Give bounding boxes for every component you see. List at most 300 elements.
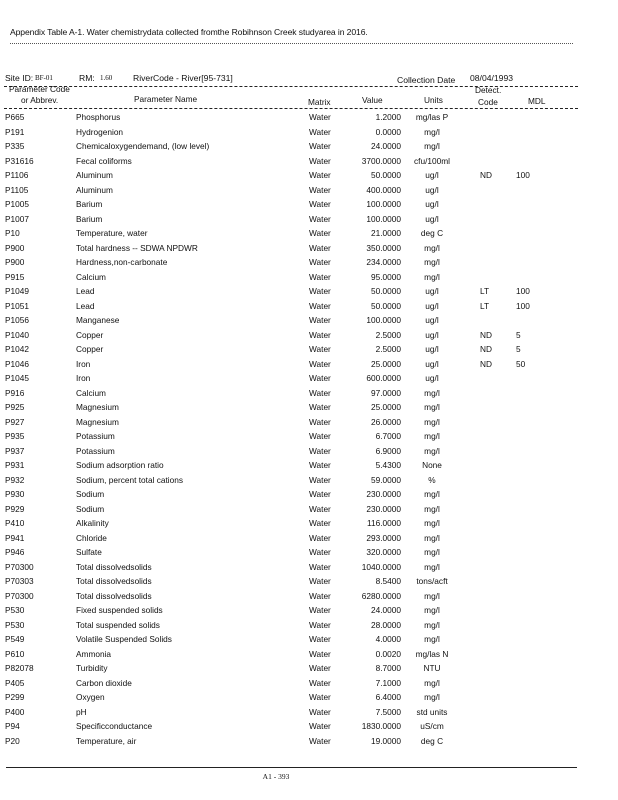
cell-name: Copper (76, 344, 104, 354)
site-info (0, 73, 618, 85)
cell-name: Phosphorus (76, 112, 121, 122)
cell-matrix: Water (309, 271, 331, 282)
cell-value: 26.0000 (371, 416, 401, 427)
rm-value: 1.60 (100, 74, 113, 82)
cell-name: Calcium (76, 271, 106, 282)
cell-units: mg/l (424, 619, 440, 630)
table-row (0, 110, 618, 125)
cell-matrix: Water (309, 460, 331, 470)
cell-value: 100.0000 (366, 213, 401, 224)
cell-name: Carbon dioxide (76, 677, 132, 688)
cell-matrix: Water (309, 141, 331, 151)
cell-units: mg/l (424, 402, 440, 412)
cell-detect: ND (480, 329, 492, 340)
cell-value: 600.0000 (366, 373, 401, 383)
cell-matrix: Water (309, 692, 331, 702)
cell-mdl: 5 (516, 344, 521, 354)
cell-name: Sodium (76, 503, 105, 514)
cell-code: P82078 (5, 663, 34, 673)
cell-value: 6.9000 (375, 445, 401, 456)
cell-name: Fixed suspended solids (76, 605, 163, 615)
table-row (0, 241, 618, 256)
site-id-label: Site ID: (5, 73, 34, 83)
table-row (0, 734, 618, 749)
table-row (0, 676, 618, 691)
cell-code: P530 (5, 619, 25, 630)
table-row (0, 632, 618, 647)
cell-name: Aluminum (76, 170, 113, 180)
header-matrix: Matrix (308, 97, 331, 107)
table-row (0, 284, 618, 299)
cell-name: Temperature, air (76, 735, 137, 746)
table-row (0, 560, 618, 575)
cell-units: mg/l (424, 561, 440, 572)
cell-code: P1007 (5, 213, 29, 224)
cell-units: ug/l (425, 170, 439, 180)
cell-units: mg/l (424, 242, 440, 253)
cell-matrix: Water (309, 387, 331, 398)
cell-matrix: Water (309, 286, 331, 296)
cell-units: mg/las N (415, 648, 449, 659)
header-units: Units (424, 95, 443, 105)
header-bottom-rule (4, 108, 578, 109)
cell-detect: ND (480, 358, 492, 369)
cell-value: 50.0000 (371, 170, 401, 180)
cell-name: Barium (76, 199, 103, 209)
cell-name: Total suspended solids (76, 619, 160, 630)
river-code: RiverCode - River[95-731] (133, 73, 233, 83)
cell-units: ug/l (425, 358, 439, 369)
table-row (0, 531, 618, 546)
cell-name: Magnesium (76, 402, 119, 412)
cell-mdl: 100 (516, 286, 530, 296)
cell-matrix: Water (309, 474, 331, 485)
table-row (0, 125, 618, 140)
cell-matrix: Water (309, 619, 331, 630)
cell-value: 4.0000 (375, 634, 401, 644)
cell-name: Aluminum (76, 184, 113, 195)
table-row (0, 270, 618, 285)
cell-value: 7.5000 (375, 706, 401, 717)
cell-matrix: Water (309, 199, 331, 209)
cell-units: mg/l (424, 692, 440, 702)
cell-code: P929 (5, 503, 25, 514)
page-footer (0, 772, 618, 781)
cell-value: 293.0000 (366, 532, 401, 543)
cell-units: mg/l (424, 416, 440, 427)
cell-code: P946 (5, 547, 25, 557)
cell-code: P70300 (5, 590, 34, 601)
cell-value: 50.0000 (371, 286, 401, 296)
table-row (0, 502, 618, 517)
table-row (0, 183, 618, 198)
cell-name: Total hardness -- SDWA NPDWR (76, 242, 198, 253)
cell-units: ug/l (425, 199, 439, 209)
cell-name: Specificconductance (76, 721, 153, 731)
cell-matrix: Water (309, 648, 331, 659)
table-row (0, 574, 618, 589)
cell-units: ug/l (425, 184, 439, 195)
header-detect: Detect. (475, 85, 502, 95)
cell-matrix: Water (309, 344, 331, 354)
cell-code: P925 (5, 402, 25, 412)
cell-name: Iron (76, 373, 91, 383)
cell-code: P10 (5, 228, 20, 238)
collection-date-value: 08/04/1993 (470, 73, 514, 83)
cell-units: None (422, 460, 442, 470)
cell-units: mg/l (424, 518, 440, 528)
header-code-abbrev: or Abbrev. (21, 95, 59, 105)
cell-units: mg/l (424, 445, 440, 456)
cell-matrix: Water (309, 373, 331, 383)
page-number: A1 - 393 (262, 772, 290, 781)
cell-code: P1005 (5, 199, 29, 209)
cell-name: Potassium (76, 431, 115, 441)
cell-units: ug/l (425, 300, 439, 311)
cell-matrix: Water (309, 184, 331, 195)
cell-value: 100.0000 (366, 315, 401, 325)
cell-name: Temperature, water (76, 228, 148, 238)
table-row (0, 444, 618, 459)
cell-units: ug/l (425, 329, 439, 340)
cell-matrix: Water (309, 358, 331, 369)
table-row (0, 226, 618, 241)
cell-value: 21.0000 (371, 228, 401, 238)
cell-mdl: 5 (516, 329, 521, 340)
cell-value: 25.0000 (371, 402, 401, 412)
table-row (0, 705, 618, 720)
table-row (0, 154, 618, 169)
cell-units: mg/l (424, 677, 440, 688)
cell-name: Manganese (76, 315, 120, 325)
table-row (0, 299, 618, 314)
cell-code: P299 (5, 692, 25, 702)
cell-value: 350.0000 (366, 242, 401, 253)
cell-value: 25.0000 (371, 358, 401, 369)
footer-rule (6, 767, 577, 768)
table-row (0, 386, 618, 401)
cell-matrix: Water (309, 112, 331, 122)
table-row (0, 415, 618, 430)
cell-units: deg C (420, 735, 444, 746)
cell-matrix: Water (309, 416, 331, 427)
header-code: Parameter Code (9, 84, 70, 94)
cell-code: P937 (5, 445, 25, 456)
cell-detect: ND (480, 344, 492, 354)
cell-units: mg/las P (415, 112, 449, 122)
cell-matrix: Water (309, 257, 331, 267)
cell-value: 100.0000 (366, 199, 401, 209)
cell-value: 2.5000 (375, 344, 401, 354)
cell-name: Sulfate (76, 547, 102, 557)
table-row (0, 603, 618, 618)
cell-code: P94 (5, 721, 20, 731)
table-row (0, 458, 618, 473)
cell-matrix: Water (309, 402, 331, 412)
cell-name: Chloride (76, 532, 107, 543)
cell-matrix: Water (309, 431, 331, 441)
cell-value: 0.0000 (375, 126, 401, 137)
cell-units: mg/l (424, 387, 440, 398)
cell-code: P31616 (5, 155, 34, 166)
table-row (0, 168, 618, 183)
cell-matrix: Water (309, 532, 331, 543)
cell-code: P1106 (5, 170, 29, 180)
cell-code: P900 (5, 257, 25, 267)
cell-units: mg/l (424, 532, 440, 543)
cell-value: 1040.0000 (361, 561, 401, 572)
cell-matrix: Water (309, 445, 331, 456)
cell-name: Sodium, percent total cations (76, 474, 183, 485)
cell-value: 97.0000 (371, 387, 401, 398)
cell-units: mg/l (424, 257, 440, 267)
table-title: Appendix Table A-1. Water chemistrydata collected fromthe Robihnson Creek studyarea in 2016. (10, 27, 368, 37)
table-row (0, 589, 618, 604)
cell-matrix: Water (309, 634, 331, 644)
cell-units: mg/l (424, 634, 440, 644)
cell-code: P410 (5, 518, 25, 528)
table-row (0, 545, 618, 560)
cell-units: mg/l (424, 126, 440, 137)
cell-code: P931 (5, 460, 25, 470)
cell-units: mg/l (424, 271, 440, 282)
cell-code: P1045 (5, 373, 29, 383)
cell-code: P665 (5, 112, 25, 122)
cell-detect: ND (480, 170, 492, 180)
table-row (0, 400, 618, 415)
cell-units: ug/l (425, 315, 439, 325)
cell-code: P930 (5, 489, 25, 499)
cell-value: 6.4000 (375, 692, 401, 702)
table-row (0, 357, 618, 372)
cell-value: 6.7000 (375, 431, 401, 441)
cell-units: ug/l (425, 286, 439, 296)
cell-matrix: Water (309, 228, 331, 238)
cell-value: 234.0000 (366, 257, 401, 267)
cell-name: Magnesium (76, 416, 119, 427)
cell-units: NTU (423, 663, 441, 673)
cell-matrix: Water (309, 155, 331, 166)
table-row (0, 197, 618, 212)
cell-matrix: Water (309, 315, 331, 325)
cell-value: 8.7000 (375, 663, 401, 673)
cell-name: Ammonia (76, 648, 112, 659)
cell-matrix: Water (309, 213, 331, 224)
table-row (0, 661, 618, 676)
table-row (0, 139, 618, 154)
cell-matrix: Water (309, 677, 331, 688)
site-id-value: BF-01 (35, 74, 53, 82)
cell-name: Potassium (76, 445, 115, 456)
table-row (0, 328, 618, 343)
title-divider (10, 43, 573, 44)
cell-code: P549 (5, 634, 25, 644)
cell-value: 1830.0000 (361, 721, 401, 731)
cell-code: P900 (5, 242, 25, 253)
cell-name: Alkalinity (76, 518, 109, 528)
cell-value: 3700.0000 (361, 155, 401, 166)
cell-matrix: Water (309, 329, 331, 340)
cell-name: Volatile Suspended Solids (76, 634, 172, 644)
cell-detect: LT (480, 300, 490, 311)
cell-name: Oxygen (76, 692, 105, 702)
cell-units: ug/l (425, 213, 439, 224)
table-row (0, 473, 618, 488)
cell-code: P1051 (5, 300, 29, 311)
table-row (0, 255, 618, 270)
cell-name: Lead (76, 286, 95, 296)
cell-units: mg/l (424, 547, 440, 557)
cell-matrix: Water (309, 721, 331, 731)
cell-value: 95.0000 (371, 271, 401, 282)
table-row (0, 719, 618, 734)
cell-code: P1040 (5, 329, 29, 340)
cell-units: uS/cm (420, 721, 444, 731)
cell-value: 50.0000 (371, 300, 401, 311)
cell-value: 0.0020 (375, 648, 401, 659)
cell-units: std units (416, 706, 448, 717)
cell-matrix: Water (309, 170, 331, 180)
cell-code: P935 (5, 431, 25, 441)
cell-matrix: Water (309, 518, 331, 528)
header-mdl: MDL (528, 96, 546, 106)
cell-code: P70303 (5, 576, 34, 586)
cell-matrix: Water (309, 576, 331, 586)
cell-code: P941 (5, 532, 25, 543)
cell-value: 7.1000 (375, 677, 401, 688)
cell-code: P1105 (5, 184, 29, 195)
cell-name: Sodium adsorption ratio (76, 460, 164, 470)
cell-name: Turbidity (76, 663, 108, 673)
cell-units: mg/l (424, 590, 440, 601)
cell-code: P610 (5, 648, 25, 659)
cell-name: Total dissolvedsolids (76, 576, 152, 586)
cell-code: P932 (5, 474, 25, 485)
cell-name: Sodium (76, 489, 105, 499)
cell-units: ug/l (425, 373, 439, 383)
cell-code: P1056 (5, 315, 29, 325)
cell-code: P927 (5, 416, 25, 427)
cell-units: ug/l (425, 344, 439, 354)
header-detect-code: Code (478, 97, 498, 107)
table-row (0, 212, 618, 227)
cell-detect: LT (480, 286, 490, 296)
cell-code: P915 (5, 271, 25, 282)
cell-units: mg/l (424, 503, 440, 514)
cell-matrix: Water (309, 706, 331, 717)
table-row (0, 313, 618, 328)
data-table (0, 110, 618, 748)
cell-code: P1049 (5, 286, 29, 296)
cell-value: 230.0000 (366, 503, 401, 514)
cell-name: pH (76, 706, 87, 717)
cell-value: 6280.0000 (361, 590, 401, 601)
cell-units: mg/l (424, 605, 440, 615)
cell-matrix: Water (309, 242, 331, 253)
cell-name: Barium (76, 213, 103, 224)
cell-code: P530 (5, 605, 25, 615)
table-row (0, 516, 618, 531)
cell-code: P400 (5, 706, 25, 717)
cell-code: P1042 (5, 344, 29, 354)
cell-units: mg/l (424, 489, 440, 499)
cell-matrix: Water (309, 663, 331, 673)
cell-units: mg/l (424, 141, 440, 151)
cell-units: cfu/100ml (414, 155, 450, 166)
cell-value: 24.0000 (371, 605, 401, 615)
table-row (0, 690, 618, 705)
collection-date-label: Collection Date (397, 75, 456, 85)
cell-value: 2.5000 (375, 329, 401, 340)
cell-name: Chemicaloxygendemand, (low level) (76, 141, 210, 151)
cell-value: 28.0000 (371, 619, 401, 630)
cell-name: Lead (76, 300, 95, 311)
table-row (0, 429, 618, 444)
cell-code: P1046 (5, 358, 29, 369)
cell-name: Total dissolvedsolids (76, 590, 152, 601)
cell-name: Fecal coliforms (76, 155, 132, 166)
cell-matrix: Water (309, 503, 331, 514)
header-name: Parameter Name (134, 94, 198, 104)
cell-matrix: Water (309, 300, 331, 311)
cell-units: % (428, 474, 436, 485)
cell-mdl: 50 (516, 358, 526, 369)
table-row (0, 487, 618, 502)
cell-units: tons/acft (416, 576, 448, 586)
table-row (0, 342, 618, 357)
cell-code: P335 (5, 141, 25, 151)
table-row (0, 647, 618, 662)
cell-value: 230.0000 (366, 489, 401, 499)
cell-units: mg/l (424, 431, 440, 441)
cell-units: deg C (420, 228, 444, 238)
cell-matrix: Water (309, 126, 331, 137)
cell-matrix: Water (309, 590, 331, 601)
cell-name: Total dissolvedsolids (76, 561, 152, 572)
rm-label: RM: (79, 73, 95, 83)
cell-mdl: 100 (516, 300, 530, 311)
cell-code: P405 (5, 677, 25, 688)
cell-name: Hydrogenion (76, 126, 124, 137)
cell-code: P70300 (5, 561, 34, 572)
cell-matrix: Water (309, 735, 331, 746)
table-row (0, 618, 618, 633)
cell-mdl: 100 (516, 170, 530, 180)
cell-value: 116.0000 (367, 518, 401, 528)
cell-value: 59.0000 (371, 474, 401, 485)
cell-matrix: Water (309, 605, 331, 615)
cell-name: Calcium (76, 387, 106, 398)
cell-code: P191 (5, 126, 25, 137)
cell-value: 24.0000 (371, 141, 401, 151)
header-value: Value (362, 95, 383, 105)
cell-value: 1.2000 (375, 112, 401, 122)
cell-value: 8.5400 (375, 576, 401, 586)
cell-code: P916 (5, 387, 25, 398)
cell-name: Copper (76, 329, 104, 340)
cell-value: 320.0000 (366, 547, 401, 557)
cell-code: P20 (5, 735, 20, 746)
cell-matrix: Water (309, 489, 331, 499)
cell-matrix: Water (309, 547, 331, 557)
cell-value: 5.4300 (375, 460, 401, 470)
cell-value: 19.0000 (371, 735, 401, 746)
cell-name: Iron (76, 358, 91, 369)
table-row (0, 371, 618, 386)
cell-name: Hardness,non-carbonate (76, 257, 168, 267)
cell-matrix: Water (309, 561, 331, 572)
cell-value: 400.0000 (366, 184, 401, 195)
